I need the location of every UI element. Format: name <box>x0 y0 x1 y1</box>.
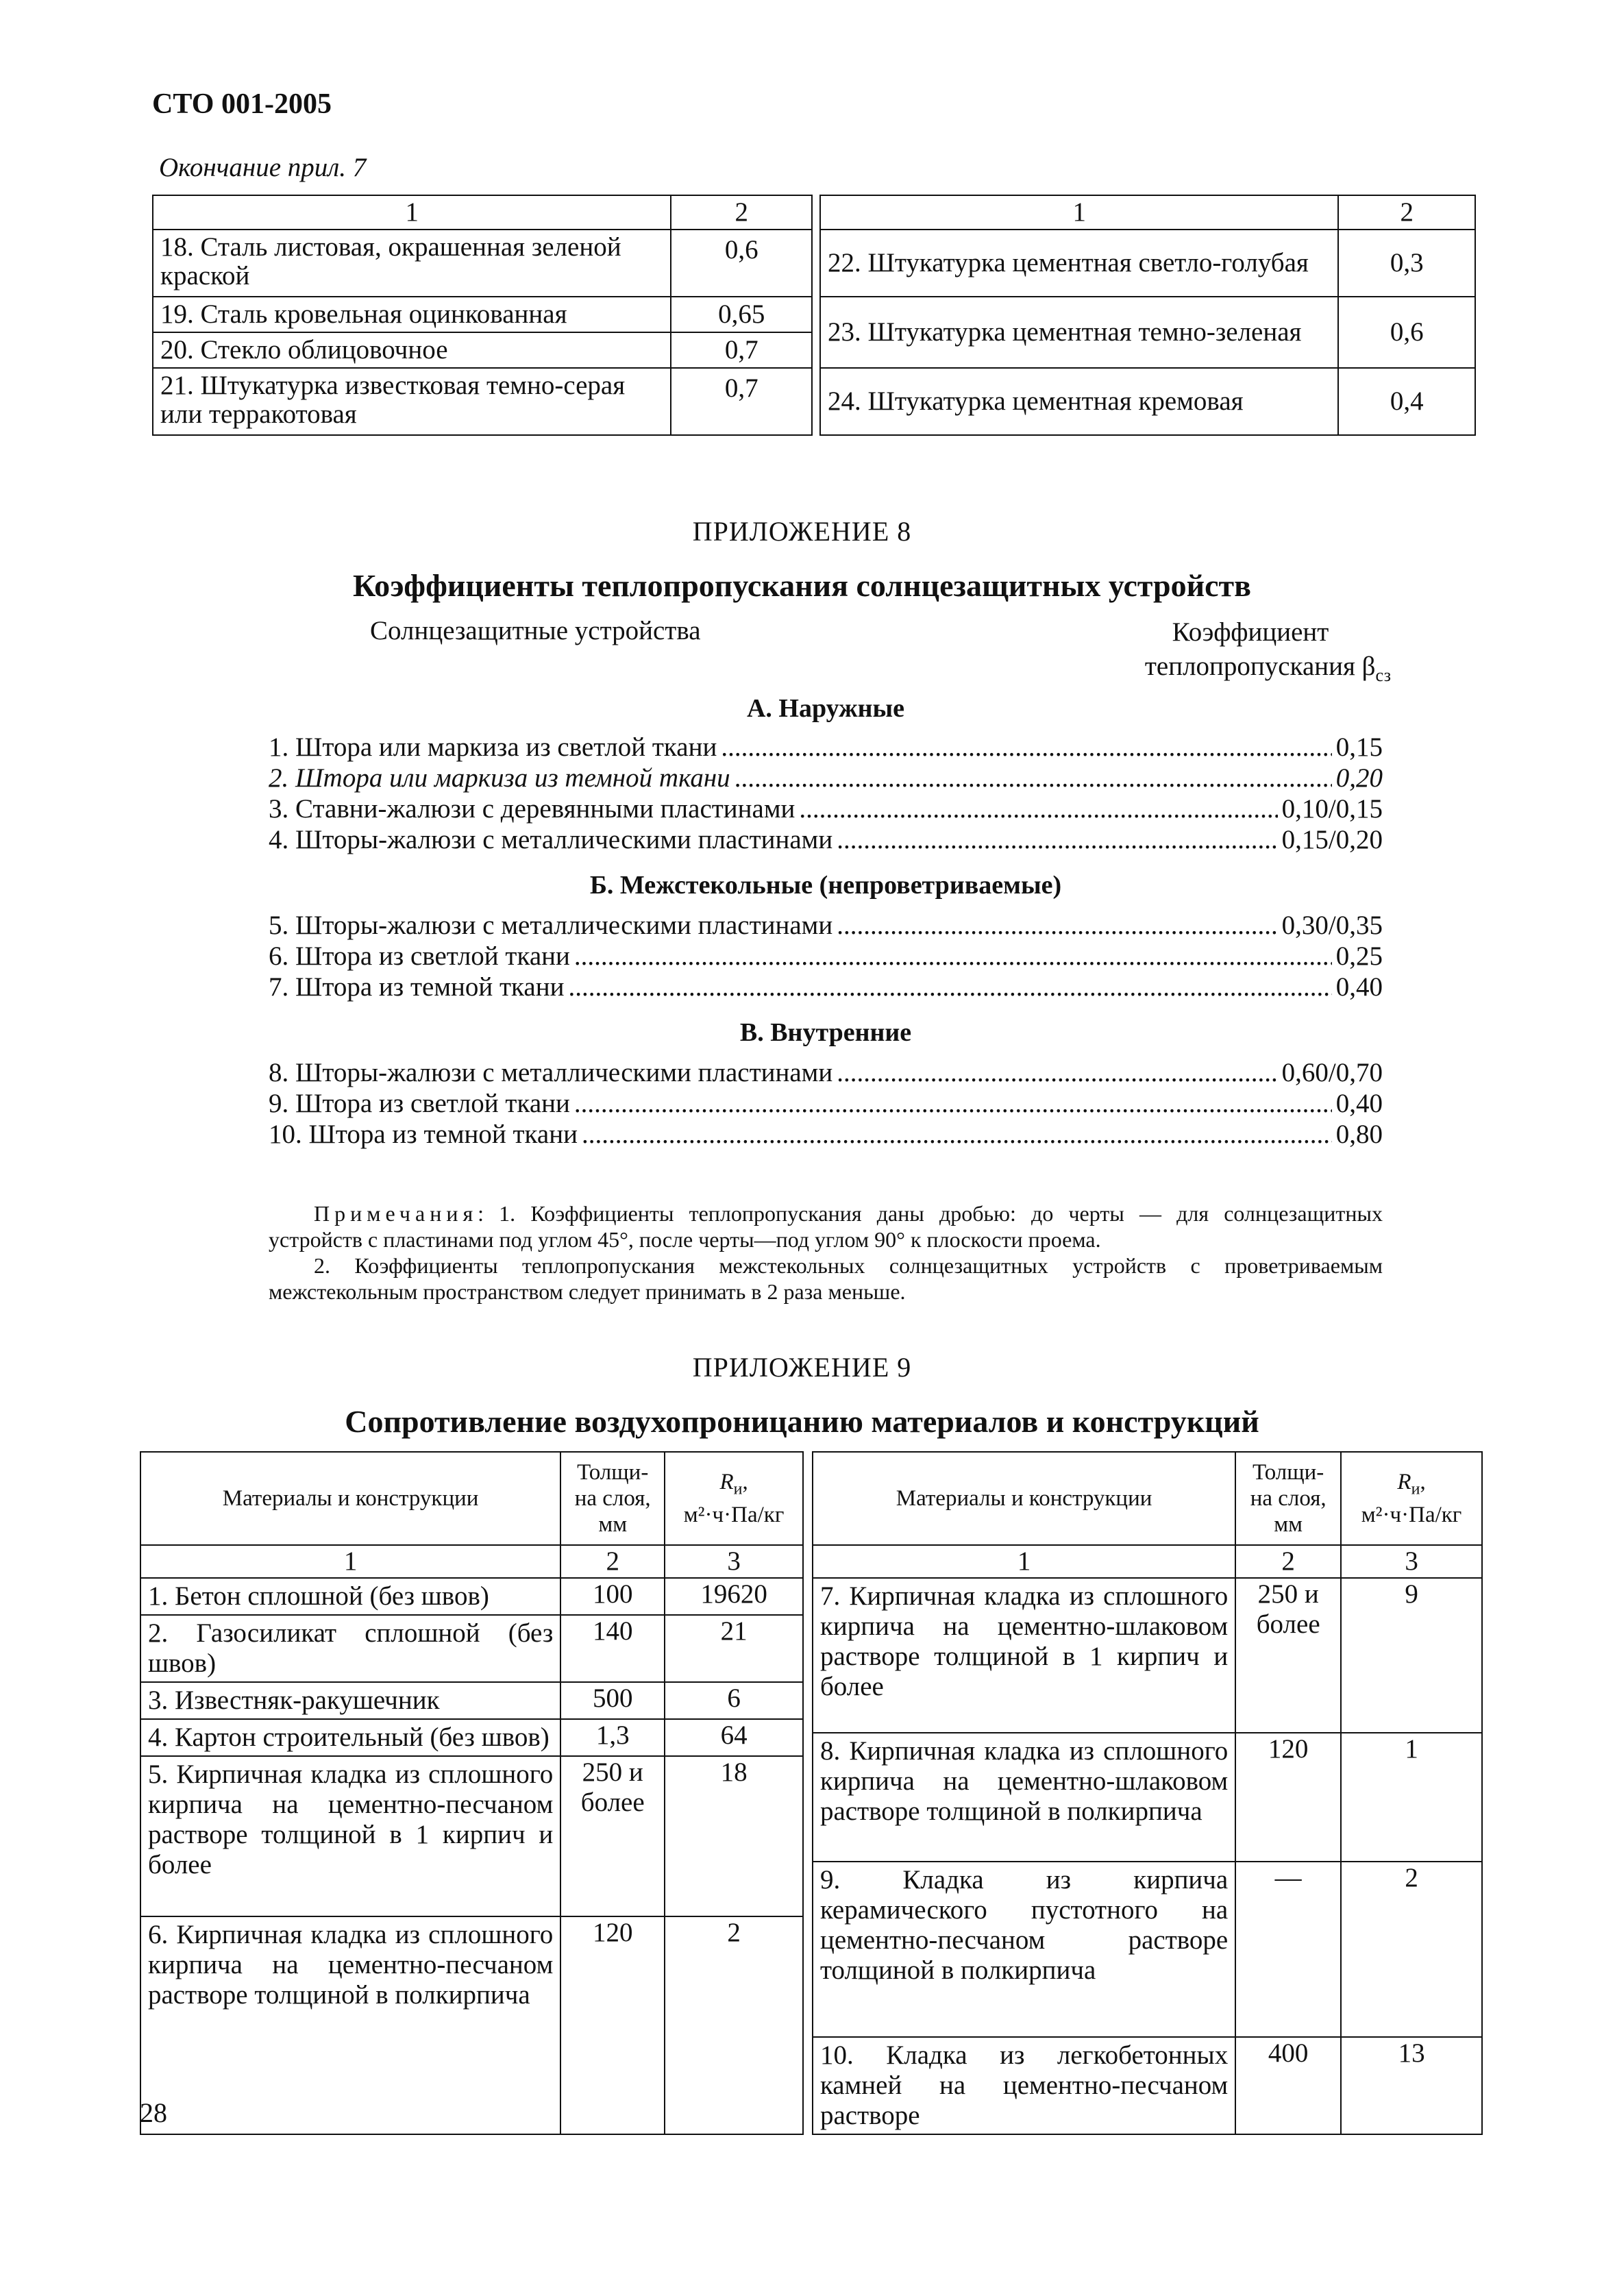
header-thickness: Толщи- на слоя, мм <box>1235 1452 1341 1545</box>
material-thickness: 250 и более <box>560 1756 665 1916</box>
appendix7-table <box>152 195 1476 436</box>
material-name: 9. Кладка из кирпича керамического пустотного на цементно-песчаном растворе толщиной в полкирпича <box>813 1862 1235 2037</box>
header-material: Материалы и конструкции <box>140 1452 560 1545</box>
sunshade-list <box>269 693 1383 1150</box>
material-name: 5. Кирпичная кладка из сплошного кирпича на цементно-песчаном растворе толщиной в 1 кирпич и более <box>140 1756 560 1916</box>
col-number: 2 <box>671 195 812 230</box>
material-name: 23. Штукатурка цементная темно-зеленая <box>820 297 1338 368</box>
material-thickness: 1,3 <box>560 1719 665 1756</box>
coefficient-header-line1: Коэффициент <box>1172 617 1329 647</box>
list-item: 6. Штора из светлой ткани ..... 0,25 <box>269 941 1383 972</box>
material-name: 3. Известняк-ракушечник <box>140 1682 560 1719</box>
material-resistance: 64 <box>665 1719 803 1756</box>
appendix9-title: Сопротивление воздухопроницанию материалов и конструкций <box>345 1404 1259 1439</box>
coefficient-header-line2: теплопропускания $\beta_{сз}$ <box>1144 652 1391 685</box>
material-name: 22. Штукатурка цементная светло-голубая <box>820 230 1338 297</box>
material-name: 18. Сталь листовая, окрашенная зеленой краской <box>153 230 671 297</box>
material-thickness: 500 <box>560 1682 665 1719</box>
material-name: 6. Кирпичная кладка из сплошного кирпича на цементно-песчаном растворе толщиной в полкирпича <box>140 1916 560 2134</box>
material-resistance: 6 <box>665 1682 803 1719</box>
column-header-coefficient <box>1103 615 1391 693</box>
header-resistance: $R_и$, м²·ч·Па/кг <box>1341 1452 1482 1545</box>
material-thickness: 250 и более <box>1235 1578 1341 1733</box>
material-name: 2. Газосиликат сплошной (без швов) <box>140 1615 560 1682</box>
material-thickness: — <box>1235 1862 1341 2037</box>
list-item: 9. Штора из светлой ткани ..... 0,40 <box>269 1088 1383 1119</box>
appendix8-title: Коэффициенты теплопропускания солнцезащитных устройств <box>353 568 1251 603</box>
list-item: 1. Штора или маркиза из светлой ткани ..... 0,15 <box>269 732 1383 763</box>
list-item: 7. Штора из темной ткани ..... 0,40 <box>269 972 1383 1002</box>
material-name: 8. Кирпичная кладка из сплошного кирпича на цементно-шлаковом растворе толщиной в полкирпича <box>813 1733 1235 1862</box>
section-heading: А. Наружные <box>746 694 905 723</box>
note-1: Примечания: 1. Коэффициенты теплопропускания даны дробью: до черты — для солнцезащитных устройств с пластинами под углом 45°, после черты—под углом 90° к плоскости проема. <box>269 1201 1383 1252</box>
note-2: 2. Коэффициенты теплопропускания межстекольных солнцезащитных устройств с проветриваемым межстекольным пространством следует принимать в 2 раза меньше. <box>269 1253 1383 1304</box>
material-thickness: 100 <box>560 1578 665 1615</box>
material-resistance: 18 <box>665 1756 803 1916</box>
col-number: 1 <box>153 195 671 230</box>
material-name: 1. Бетон сплошной (без швов) <box>140 1578 560 1615</box>
col-number: 2 <box>1338 195 1475 230</box>
material-value: 0,65 <box>671 297 812 332</box>
list-item: 2. Штора или маркиза из темной ткани ..... 0,20 <box>269 763 1383 793</box>
col-number: 1 <box>140 1545 560 1578</box>
header-resistance: $R_и$, м²·ч·Па/кг <box>665 1452 803 1545</box>
appendix9-table <box>140 1451 1483 2135</box>
material-name: 4. Картон строительный (без швов) <box>140 1719 560 1756</box>
material-name: 21. Штукатурка известковая темно-серая или терракотовая <box>153 368 671 435</box>
material-name: 20. Стекло облицовочное <box>153 332 671 368</box>
material-resistance: 13 <box>1341 2037 1482 2134</box>
list-item: 10. Штора из темной ткани ..... 0,80 <box>269 1119 1383 1150</box>
material-name: 10. Кладка из легкобетонных камней на цементно-песчаном растворе <box>813 2037 1235 2134</box>
material-thickness: 400 <box>1235 2037 1341 2134</box>
col-number: 1 <box>813 1545 1235 1578</box>
material-name: 7. Кирпичная кладка из сплошного кирпича на цементно-шлаковом растворе толщиной в 1 кирпич и более <box>813 1578 1235 1733</box>
material-resistance: 9 <box>1341 1578 1482 1733</box>
material-value: 0,4 <box>1338 368 1475 435</box>
material-name: 24. Штукатурка цементная кремовая <box>820 368 1338 435</box>
column-header-devices: Солнцезащитные устройства <box>370 616 701 645</box>
appendix8-notes <box>269 1200 1383 1305</box>
material-value: 0,6 <box>671 230 812 297</box>
continuation-label: Окончание прил. 7 <box>159 153 367 182</box>
material-thickness: 140 <box>560 1615 665 1682</box>
col-number: 3 <box>665 1545 803 1578</box>
header-material: Материалы и конструкции <box>813 1452 1235 1545</box>
list-item: 3. Ставни-жалюзи с деревянными пластинами ..... 0,10/0,15 <box>269 793 1383 824</box>
appendix8-label: ПРИЛОЖЕНИЕ 8 <box>692 516 912 547</box>
material-value: 0,3 <box>1338 230 1475 297</box>
material-name: 19. Сталь кровельная оцинкованная <box>153 297 671 332</box>
material-value: 0,6 <box>1338 297 1475 368</box>
section-heading: В. Внутренние <box>739 1018 912 1047</box>
material-resistance: 21 <box>665 1615 803 1682</box>
material-resistance: 2 <box>665 1916 803 2134</box>
material-resistance: 2 <box>1341 1862 1482 2037</box>
material-thickness: 120 <box>560 1916 665 2134</box>
document-code: СТО 001-2005 <box>152 88 332 120</box>
list-item: 4. Шторы-жалюзи с металлическими пластинами ..... 0,15/0,20 <box>269 824 1383 855</box>
material-resistance: 1 <box>1341 1733 1482 1862</box>
material-resistance: 19620 <box>665 1578 803 1615</box>
col-number: 3 <box>1341 1545 1482 1578</box>
col-number: 1 <box>820 195 1338 230</box>
page-number: 28 <box>140 2097 167 2128</box>
material-thickness: 120 <box>1235 1733 1341 1862</box>
appendix9-label: ПРИЛОЖЕНИЕ 9 <box>692 1352 912 1383</box>
col-number: 2 <box>560 1545 665 1578</box>
material-value: 0,7 <box>671 332 812 368</box>
material-value: 0,7 <box>671 368 812 435</box>
list-item: 5. Шторы-жалюзи с металлическими пластинами ..... 0,30/0,35 <box>269 910 1383 941</box>
list-item: 8. Шторы-жалюзи с металлическими пластинами ..... 0,60/0,70 <box>269 1057 1383 1088</box>
header-thickness: Толщи- на слоя, мм <box>560 1452 665 1545</box>
section-heading: Б. Межстекольные (непроветриваемые) <box>589 871 1062 900</box>
col-number: 2 <box>1235 1545 1341 1578</box>
